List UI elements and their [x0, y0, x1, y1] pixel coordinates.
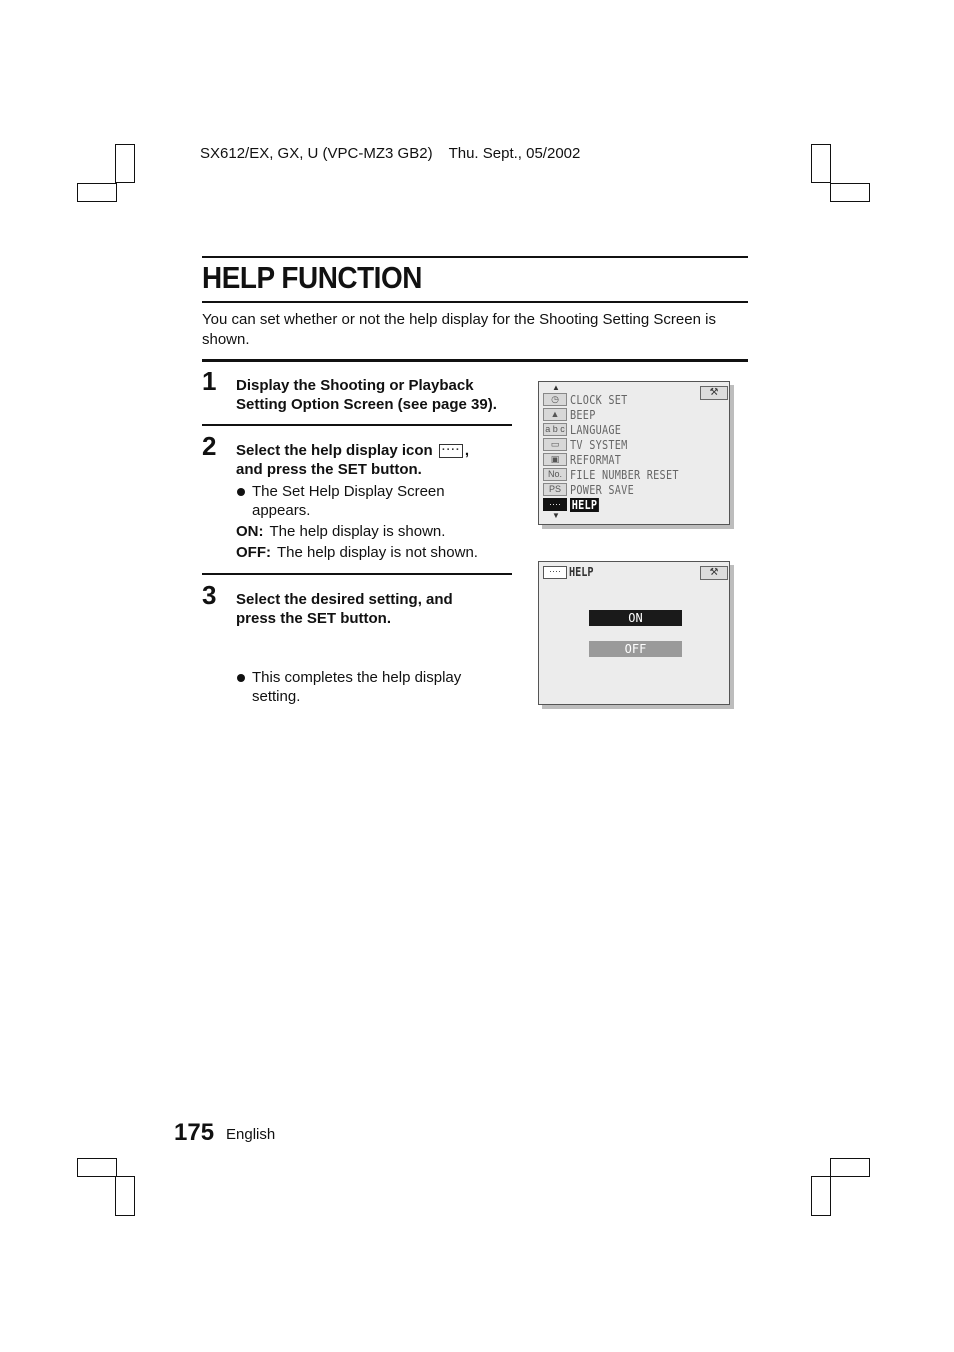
clock-icon: ◷: [543, 393, 567, 406]
step-2-heading-line2: and press the SET button.: [236, 461, 422, 478]
step-3-heading: Select the desired setting, and press the SET button.: [236, 591, 453, 627]
reformat-icon: ▣: [543, 453, 567, 466]
menu-item[interactable]: [543, 422, 630, 437]
scroll-up-icon: ▲: [552, 383, 560, 392]
menu-item[interactable]: [543, 452, 630, 467]
scroll-down-icon: ▼: [552, 511, 560, 520]
crop-mark: [77, 183, 117, 202]
menu-item-label: FILE NUMBER RESET: [570, 467, 679, 482]
step-2-heading-text: Select the help display icon: [236, 442, 433, 459]
step-2-heading: [236, 441, 516, 479]
title-rule-bottom: [202, 301, 748, 303]
help-icon: ····: [543, 498, 567, 511]
step-2-bullet: The Set Help Display Screen appears.: [236, 482, 492, 520]
off-text: The help display is not shown.: [277, 544, 478, 561]
crop-mark: [77, 1158, 117, 1177]
menu-item[interactable]: [543, 392, 638, 407]
step-1-number: 1: [202, 366, 217, 396]
menu-item-label: POWER SAVE: [570, 482, 634, 497]
crop-mark: [830, 183, 870, 202]
crop-mark: [115, 1176, 135, 1216]
menu-item-label: LANGUAGE: [570, 422, 622, 437]
menu-item-label: CLOCK SET: [570, 392, 628, 407]
on-text: The help display is shown.: [269, 523, 446, 540]
menu-item[interactable]: [543, 467, 698, 482]
off-label: OFF:: [236, 544, 271, 561]
help-display-icon: [439, 444, 463, 458]
menu-item-label: REFORMAT: [570, 452, 622, 467]
setting-option-screen: [538, 381, 730, 525]
crop-mark: [830, 1158, 870, 1177]
title-rule-top: [202, 256, 748, 258]
step-2-off-line: [236, 543, 516, 562]
step-1-heading: Display the Shooting or Playback Setting Option Screen (see page 39).: [236, 377, 497, 413]
beep-icon: ▲: [543, 408, 567, 421]
menu-item-label: BEEP: [570, 407, 596, 422]
date-text: Thu. Sept., 05/2002: [448, 145, 581, 162]
language-icon: a b c: [543, 423, 567, 436]
help-screen-title: HELP: [569, 565, 594, 579]
on-label: ON:: [236, 523, 264, 540]
menu-item-label: TV SYSTEM: [570, 437, 628, 452]
tv-icon: ▭: [543, 438, 567, 451]
page-title: HELP FUNCTION: [202, 260, 422, 295]
menu-item[interactable]: [543, 437, 638, 452]
menu-item[interactable]: [543, 497, 604, 512]
menu-item-label: HELP: [571, 497, 598, 512]
intro-rule: [202, 359, 748, 362]
intro-paragraph: You can set whether or not the help display for the Shooting Setting Screen is shown.: [202, 311, 716, 348]
document-header: [200, 145, 580, 162]
footer-language: English: [226, 1126, 276, 1143]
step-3-number: 3: [202, 580, 217, 610]
crop-mark: [811, 1176, 831, 1216]
step-2-number: 2: [202, 431, 217, 461]
power-save-icon: PS: [543, 483, 567, 496]
file-number-icon: No.: [543, 468, 567, 481]
wrench-icon: ⚒: [700, 386, 728, 400]
step-2-heading-comma: ,: [464, 442, 470, 459]
crop-mark: [811, 144, 831, 183]
menu-item[interactable]: [543, 407, 600, 422]
help-screen-icon: ····: [543, 566, 567, 579]
option-off[interactable]: OFF: [589, 641, 682, 657]
step-1-rule: [202, 424, 512, 426]
page-number: 175: [174, 1119, 215, 1146]
model-text: SX612/EX, GX, U (VPC-MZ3 GB2): [200, 145, 433, 162]
crop-mark: [115, 144, 135, 183]
wrench-icon: ⚒: [700, 566, 728, 580]
menu-item[interactable]: [543, 482, 645, 497]
step-3-bullet: This completes the help display setting.: [236, 668, 502, 706]
help-display-screen: [538, 561, 730, 705]
step-2-on-line: [236, 522, 516, 541]
step-2-rule: [202, 573, 512, 575]
option-on[interactable]: ON: [589, 610, 682, 626]
